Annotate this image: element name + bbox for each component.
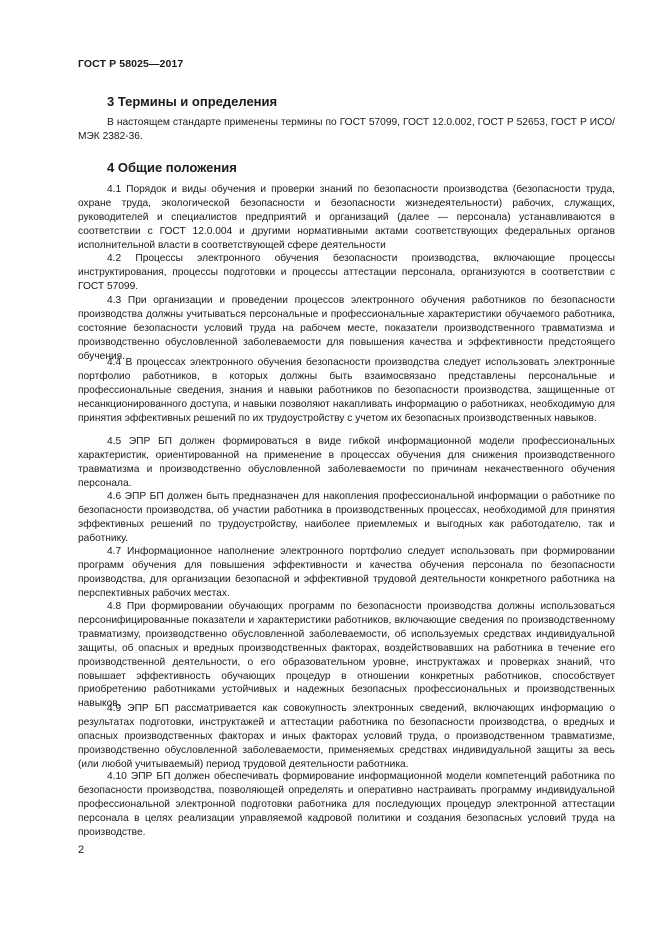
section-title-terms: 3 Термины и определения — [107, 94, 278, 109]
paragraph-4-7: 4.7 Информационное наполнение электронного портфолио следует использовать при формировании программ обучения для повышения эффективности и качества обучения персонала по безопасности производства, для организации безопасной и эффективной трудовой деятельности конкретного работника на перспективных рабочих местах. — [78, 546, 615, 599]
paragraph-4-9: 4.9 ЭПР БП рассматривается как совокупность электронных сведений, включающих информацию о результатах подготовки, инструктажей и аттестации работника по безопасности производства, о вредных и опасных производственных факторах и иных факторах условий труда, о производственном травматизме, производственно обусловленной заболеваемости, применяемых средствах индивидуальной защиты за весь (или любой учитываемый) период трудовой деятельности работника. — [78, 703, 615, 770]
page-number: 2 — [78, 844, 85, 856]
paragraph-4-10: 4.10 ЭПР БП должен обеспечивать формирование информационной модели компетенций работника по безопасности производства, позволяющей определять и оперативно настраивать программу индивидуальной профессиональной электронной подготовки работника для последующих процедур электронной аттестации персонала в целях реализации управляемой кадровой политики и создания безопасных условий труда на производстве. — [78, 771, 615, 838]
paragraph-4-8: 4.8 При формировании обучающих программ по безопасности производства должны использоваться персонифицированные показатели и характеристики работников, включающие сведения по производственному травматизму, производственно обусловленной заболеваемости, об используемых средствах индивидуальной защиты, об опасных и вредных производственных факторах, воздействовавших на работника в течение его производственной деятельности, о его образовательном уровне, инструктажах и проверках знаний, что повышает эффективность обучающих процедур в отношении конкретных работников, способствует приобретению работниками устойчивых и надежных безопасных профессиональных и производственных навыков. — [78, 601, 615, 710]
paragraph-4-5: 4.5 ЭПР БП должен формироваться в виде гибкой информационной модели профессиональных характеристик, ориентированной на применение в процессах обучения для снижения производственного травматизма и производственно обусловленной заболеваемости по причинам некачественного обучения персонала. — [78, 436, 615, 489]
paragraph-4-2: 4.2 Процессы электронного обучения безопасности производства, включающие процессы инструктирования, процессы подготовки и процессы аттестации персонала, организуются в соответствии с ГОСТ 57099. — [78, 253, 615, 292]
section-title-general: 4 Общие положения — [107, 160, 237, 175]
paragraph-4-4: 4.4 В процессах электронного обучения безопасности производства следует использовать электронные портфолио работников, в которых должны быть взаимосвязано представлены персональные и профессиональные сведения, знания и навыки работников по безопасности производства, защищенные от несанкционированного доступа, и навыки позволяют накапливать информацию о работниках, необходимую для принятия эффективных решений по их трудоустройству с учетом их безопасных производственных навыков. — [78, 357, 615, 424]
paragraph-4-3: 4.3 При организации и проведении процессов электронного обучения работников по безопасности производства должны учитываться персональные и профессиональные характеристики обучаемого работника, состояние безопасности условий труда на рабочем месте, показатели производственного травматизма и производственно обусловленной заболеваемости для повышения качества и эффективности предстоящего обучения. — [78, 295, 615, 362]
paragraph-4-1: 4.1 Порядок и виды обучения и проверки знаний по безопасности производства (безопасности труда, охране труда, экологической безопасности и безопасности жизнедеятельности) рабочих, служащих, руководителей и специалистов предприятий и организаций (далее — персонала) устанавливаются в соответствии с ГОСТ 12.0.004 и другими нормативными актами соответствующих федеральных органов исполнительной власти в соответствующей сфере деятельности — [78, 184, 615, 251]
document-header: ГОСТ Р 58025—2017 — [78, 58, 184, 70]
paragraph-terms: В настоящем стандарте применены термины по ГОСТ 57099, ГОСТ 12.0.002, ГОСТ Р 52653, ГОСТ Р ИСО/МЭК 2382-36. — [78, 117, 615, 142]
paragraph-4-6: 4.6 ЭПР БП должен быть предназначен для накопления профессиональной информации о работнике по безопасности производства, об участии работника в производственных процессах, необходимой для принятия эффективных решений по трудоустройству, наиболее приемлемых и выгодных как работодателю, так и работнику. — [78, 491, 615, 544]
